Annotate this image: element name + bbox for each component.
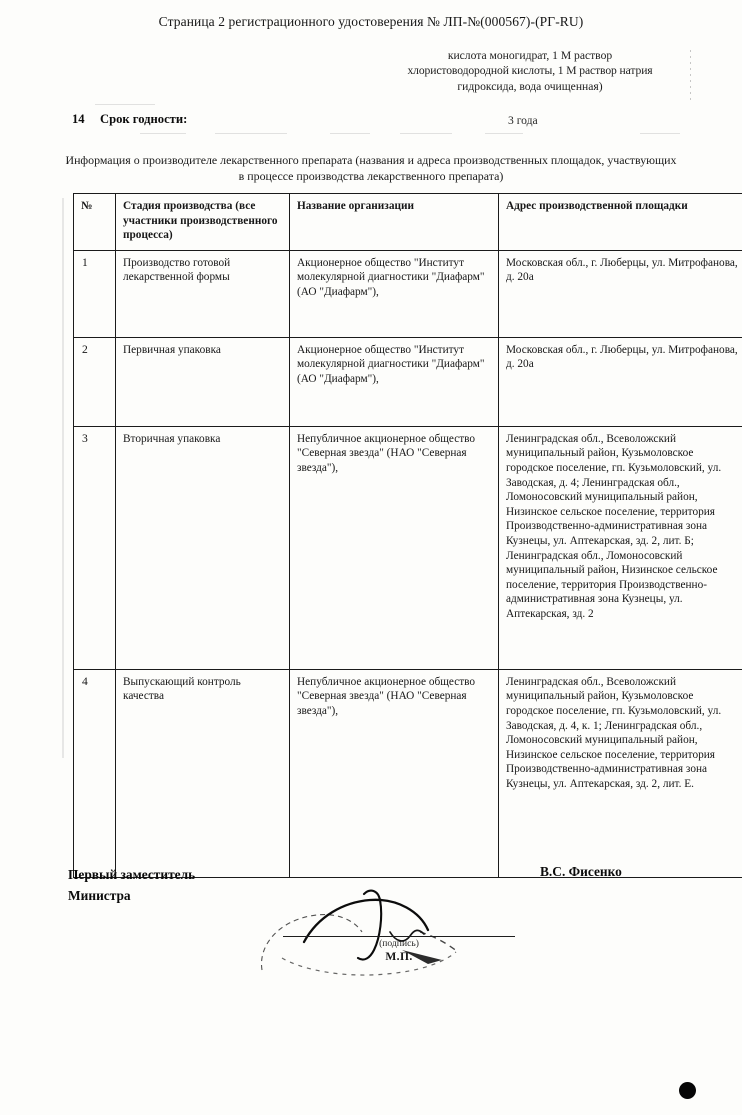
signatory-title-line-2: Министра (68, 888, 131, 903)
signature-caption: (подпись) (379, 938, 419, 949)
cell-organization-name: Акционерное общество "Институт молекулярной диагностики "Диафарм" (АО "Диафарм"), (290, 337, 499, 426)
column-header-address: Адрес производственной площадки (499, 194, 742, 251)
page-header: Страница 2 регистрационного удостоверения № ЛП-№(000567)-(РГ-RU) (158, 14, 584, 29)
scan-artifact-dot (679, 1082, 696, 1099)
signatory-name: В.С. Фисенко (540, 864, 622, 879)
composition-line-2: хлористоводородной кислоты, 1 М раствор натрия (407, 64, 653, 78)
cell-organization-name: Непубличное акционерное общество "Северная звезда" (НАО "Северная звезда"), (290, 669, 499, 877)
cell-production-stage: Вторичная упаковка (116, 426, 290, 669)
manufacturer-info-line-1: Информация о производителе лекарственного препарата (названия и адреса производственных площадок, (65, 153, 605, 167)
shelf-life-value: 3 года (508, 114, 538, 127)
scan-artifact-smudge (215, 133, 287, 134)
manufacturer-info-paragraph (62, 152, 680, 185)
shelf-life-number: 14 (72, 112, 85, 126)
cell-production-stage: Производство готовой лекарственной формы (116, 250, 290, 337)
signatory-title-line-1: Первый заместитель (68, 867, 196, 882)
scan-artifact-smudge (485, 133, 523, 134)
column-header-stage: Стадия производства (все участники производственного процесса) (116, 194, 290, 251)
cell-site-address: Московская обл., г. Люберцы, ул. Митрофанова, д. 20а (499, 337, 742, 426)
table-row (74, 426, 742, 669)
shelf-life-label: Срок годности: (100, 112, 188, 126)
cell-production-stage: Первичная упаковка (116, 337, 290, 426)
cell-organization-name: Непубличное акционерное общество "Северная звезда" (НАО "Северная звезда"), (290, 426, 499, 669)
manufacturing-sites-table (73, 193, 742, 878)
scan-artifact-smudge (330, 133, 370, 134)
signatory-title (68, 864, 195, 906)
composition-line-1: кислота моногидрат, 1 М раствор (447, 49, 613, 62)
stamp-place-label: М.П. (385, 950, 413, 963)
scan-artifact-smudge (140, 133, 186, 134)
composition-line-3: гидроксида, вода очищенная) (457, 79, 603, 93)
scan-artifact-edge (62, 198, 64, 758)
scan-artifact-smudge (400, 133, 452, 134)
cell-site-address: Ленинградская обл., Всеволожский муниципальный район, Кузьмоловское городское поселение, гп. Кузьмоловский, ул. Заводская, д. 4, к. 1; Ленинградская обл., Ломоносовский муниципальный район, Низинское сельское поселение, территория Производственно-административная зона Кузнецы, ул. Аптекарская, зд. 2, лит. Е. (499, 669, 742, 877)
scan-artifact-smudge (95, 104, 155, 105)
cell-row-number: 4 (74, 669, 116, 877)
column-header-organization: Название организации (290, 194, 499, 251)
cell-row-number: 1 (74, 250, 116, 337)
cell-row-number: 2 (74, 337, 116, 426)
table-row (74, 669, 742, 877)
column-header-number: № (74, 194, 116, 251)
manufacturer-info-line-2: участвующих в процессе производства лекарственного препарата) (238, 153, 677, 184)
table-header-row (74, 194, 742, 251)
table-row (74, 337, 742, 426)
composition-continuation-text (380, 48, 680, 94)
table-row (74, 250, 742, 337)
cell-site-address: Ленинградская обл., Всеволожский муниципальный район, Кузьмоловское городское поселение, гп. Кузьмоловский, ул. Заводская, д. 4; Ленинградская обл., Ломоносовский муниципальный район, Низинское сельское поселение, территория Производственно-административная зона Кузнецы, ул. Аптекарская, зд. 2, лит. Б; Ленинградская обл., Ломоносовский муниципальный район, Низинское сельское поселение, территория Производственно-административная зона Кузнецы, ул. Аптекарская, зд. 2 (499, 426, 742, 669)
table-body (74, 250, 742, 877)
shelf-life-item (72, 112, 187, 127)
cell-production-stage: Выпускающий контроль качества (116, 669, 290, 877)
cell-row-number: 3 (74, 426, 116, 669)
scan-artifact-smudge (640, 133, 680, 134)
scan-artifact-vertical-rule (690, 50, 691, 102)
cell-site-address: Московская обл., г. Люберцы, ул. Митрофанова, д. 20а (499, 250, 742, 337)
cell-organization-name: Акционерное общество "Институт молекулярной диагностики "Диафарм" (АО "Диафарм"), (290, 250, 499, 337)
